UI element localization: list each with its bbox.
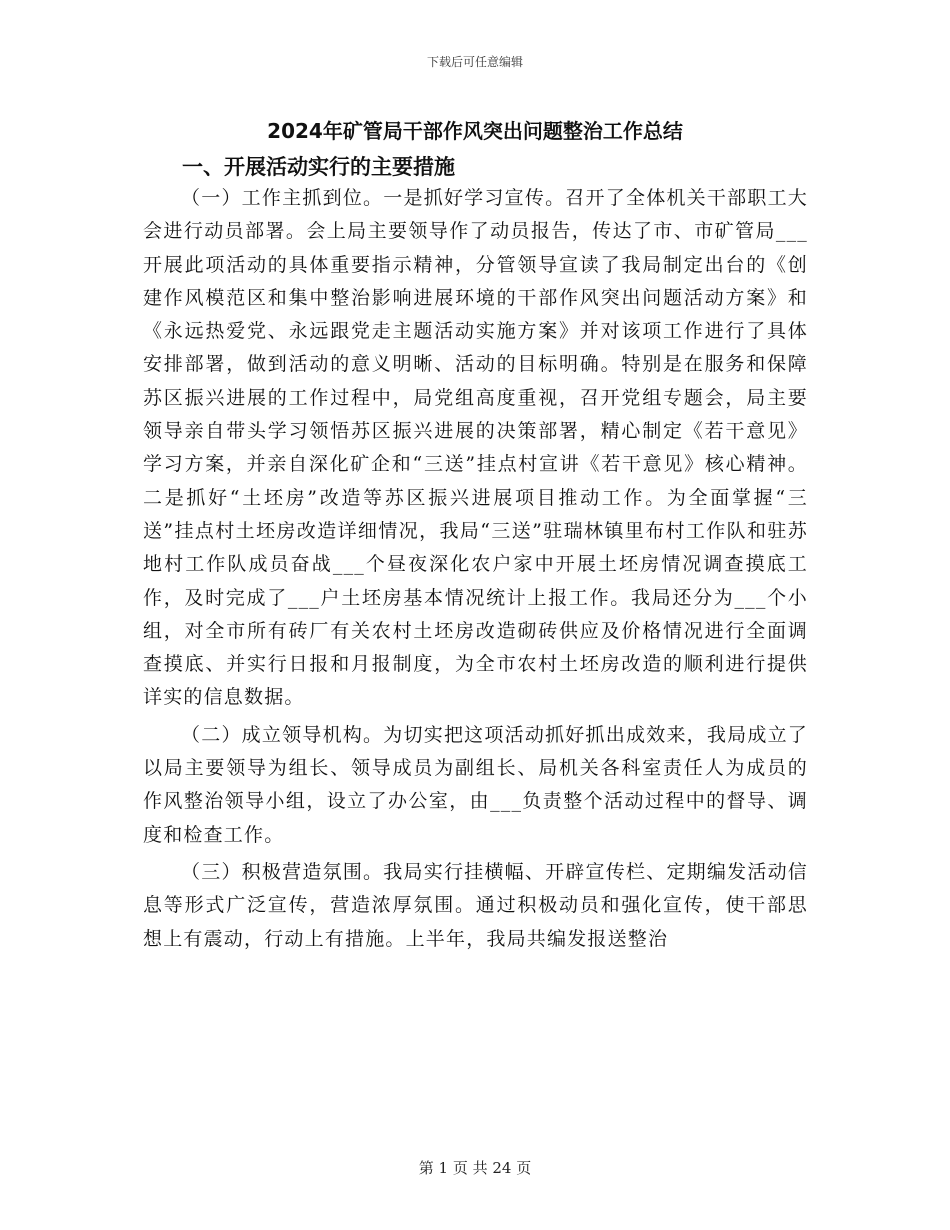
- paragraph-1: （一）工作主抓到位。一是抓好学习宣传。召开了全体机关干部职工大会进行动员部署。会上局主要领导作了动员报告，传达了市、市矿管局___开展此项活动的具体重要指示精神，分管领导宣读了我局制定出台的《创建作风模范区和集中整治影响进展环境的干部作风突出问题活动方案》和《永远热爱党、永远跟党走主题活动实施方案》并对该项工作进行了具体安排部署，做到活动的意义明晰、活动的目标明确。特别是在服务和保障苏区振兴进展的工作过程中，局党组高度重视，召开党组专题会，局主要领导亲自带头学习领悟苏区振兴进展的决策部署，精心制定《若干意见》学习方案，并亲自深化矿企和“三送”挂点村宣讲《若干意见》核心精神。二是抓好“土坯房”改造等苏区振兴进展项目推动工作。为全面掌握“三送”挂点村土坯房改造详细情况，我局“三送”驻瑞林镇里布村工作队和驻苏地村工作队成员奋战___个昼夜深化农户家中开展土坯房情况调查摸底工作，及时完成了___户土坯房基本情况统计上报工作。我局还分为___个小组，对全市所有砖厂有关农村土坯房改造砌砖供应及价格情况进行全面调查摸底、并实行日报和月报制度，为全市农村土坯房改造的顺利进行提供详实的信息数据。: [143, 187, 808, 709]
- page-footer: 第 1 页 共 24 页: [418, 1159, 532, 1177]
- document-body: [143, 182, 808, 956]
- paragraph-3: （三）积极营造氛围。我局实行挂横幅、开辟宣传栏、定期编发活动信息等形式广泛宣传，营造浓厚氛围。通过积极动员和强化宣传，使干部思想上有震动，行动上有措施。上半年，我局共编发报送整治: [143, 860, 808, 950]
- page-header-note: 下载后可任意编辑: [426, 55, 523, 69]
- document-title: 2024年矿管局干部作风突出问题整治工作总结: [267, 119, 683, 143]
- section-heading: 一、开展活动实行的主要措施: [182, 155, 455, 179]
- paragraph-2: （二）成立领导机构。为切实把这项活动抓好抓出成效来，我局成立了以局主要领导为组长、领导成员为副组长、局机关各科室责任人为成员的作风整治领导小组，设立了办公室，由___负责整个活动过程中的督导、调度和检查工作。: [143, 723, 808, 846]
